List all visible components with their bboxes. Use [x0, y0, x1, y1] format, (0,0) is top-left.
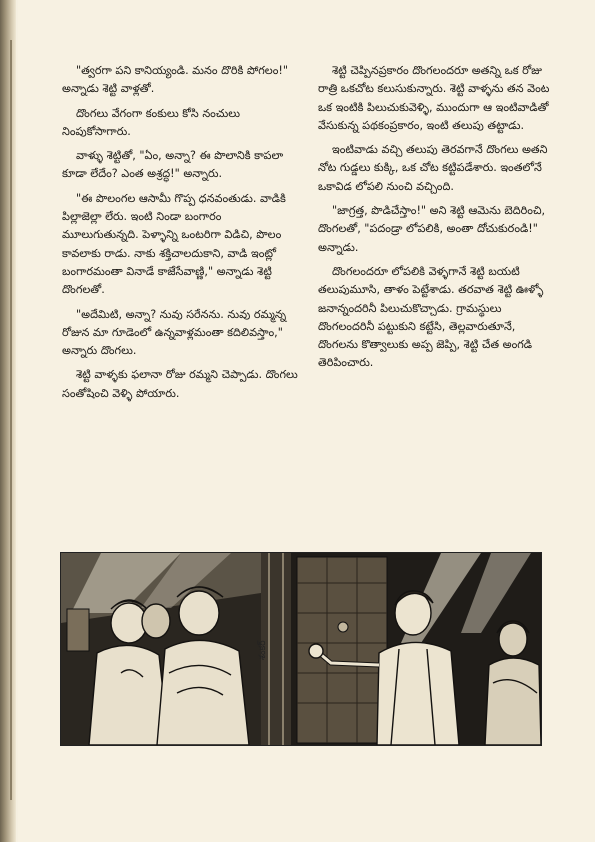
- left-panel-thieves: [61, 553, 261, 745]
- story-illustration: [60, 552, 542, 746]
- paragraph: దొంగలందరూ లోపలికి వెళ్ళగానే శెట్టి బయటి తలుపుమూసి, తాళం పెట్టేశాడు. తరవాత శెట్టి ఊళ్ళో జనాన్నందరినీ పిలుచుకొచ్చాడు. గ్రామస్థులు దొంగలందరినీ పట్టుకుని కట్టేసి, తెల్లవారుతూనే, దొంగలను కొత్వాలుకు అప్ప జెప్పి, శెట్టి చేత అంగడి తెరిపించారు.: [318, 264, 544, 370]
- paragraph: శెట్టి చెప్పినప్రకారం దొంగలందరూ అతన్ని ఒక రోజు రాత్రి ఒకచోట కలుసుకున్నారు. శెట్టి వాళ్ళను తన వెంట ఒక ఇంటికి పిలుచుకువెళ్ళి, ముందుగా ఆ ఇంటివాడితో వేసుకున్న పథకంప్రకారం, ఇంటి తలుపు తట్టాడు.: [318, 64, 550, 132]
- right-panel-shetty: [291, 553, 541, 745]
- paragraph: వాళ్ళు శెట్టితో, "ఏం, అన్నా? ఈ పొలానికి కాపలా కూడా లేదేం? ఎంత అశ్రద్ధ!" అన్నారు.: [62, 149, 284, 181]
- paragraph: శెట్టి వాళ్ళకు ఫలానా రోజు రమ్మని చెప్పాడు. దొంగలు సంతోషించి వెళ్ళి పోయారు.: [62, 368, 298, 400]
- paragraph: దొంగలు వేగంగా కంకులు కోసి నంచులు నింపుకోసాగారు.: [62, 106, 241, 138]
- paragraph: "ఈ పొలంగల ఆసామీ గొప్ప ధనవంతుడు. వాడికి పిల్లాజెల్లా లేరు. ఇంటి నిండా బంగారం మూలుగుతున్నది. పెళ్ళాన్ని ఒంటరిగా విడిచి, పొలం కావలాకు రాడు. నాకు శక్తిచాలదుకాని, వాడి ఇంట్లో బంగారమంతా వినాడే కాజేసేవాణ్ణి," అన్నాడు శెట్టి దొంగలతో.: [62, 191, 286, 297]
- paragraph: "జాగ్రత్త, పొడిచేస్తాం!" అని శెట్టి ఆమెను బెదిరించి, దొంగలతో, "పదండ్రా లోపలికి, అంతా దోచుకురండి!" అన్నాడు.: [318, 204, 546, 254]
- right-text-column: [318, 62, 556, 379]
- illustrator-signature: శంకర్: [258, 640, 268, 660]
- book-spine-edge: [0, 0, 16, 842]
- paragraph: "త్వరగా పని కానియ్యండి. మనం దొరికి పోగలం!" అన్నాడు శెట్టి వాళ్లతో.: [62, 64, 289, 96]
- paragraph: ఇంటివాడు వచ్చి తలుపు తెరవగానే దొంగలు అతని నోట గుడ్డలు కుక్కి, ఒక చోట కట్టిపడేశారు. ఇంతలోనే ఒకావిడ లోపలి నుంచి వచ్చింది.: [318, 143, 548, 193]
- left-text-column: [62, 62, 300, 409]
- paragraph: "అదేమిటి, అన్నా? నువు సరేనను. నువు రమ్మన్న రోజున మా గూడెంలో ఉన్నవాళ్లమంతా కదిలివస్తాం," అన్నారు దొంగలు.: [62, 307, 287, 358]
